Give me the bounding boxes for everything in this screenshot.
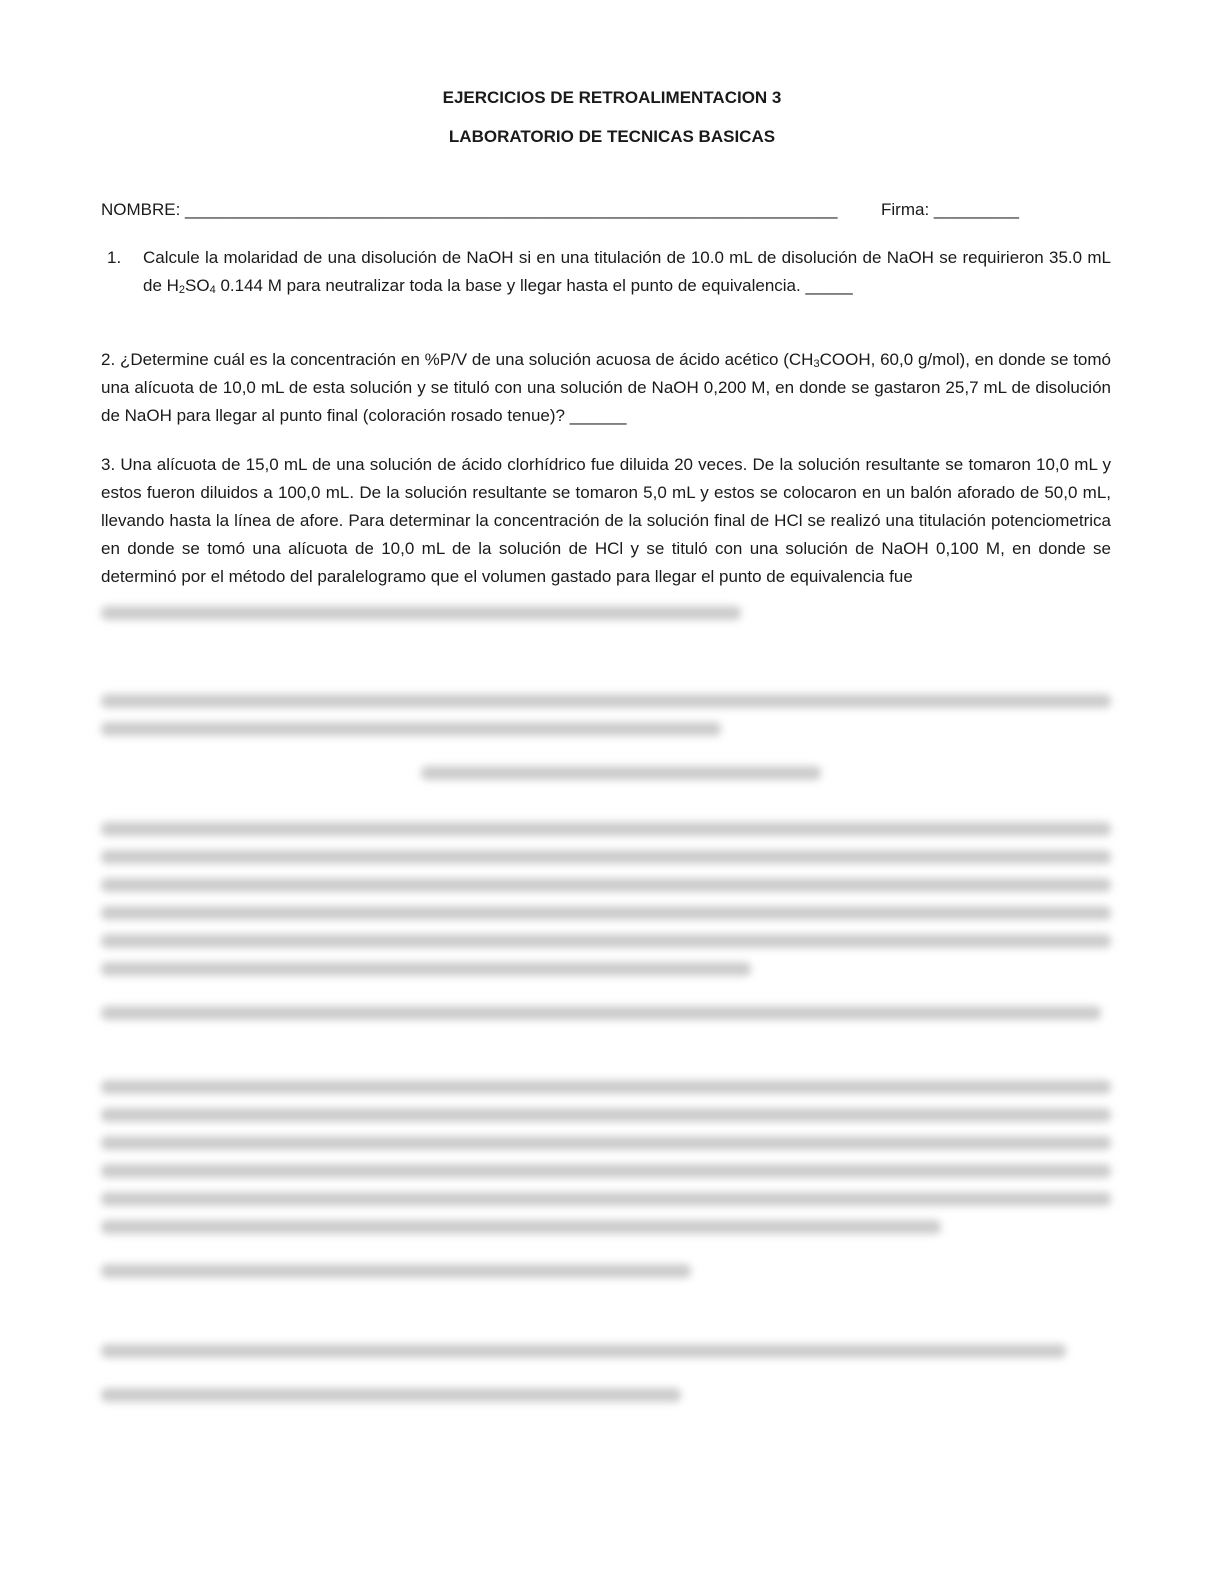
question-2 <box>101 346 1111 430</box>
question-1-sub-b: 4 <box>209 284 216 296</box>
blurred-line <box>101 694 1111 708</box>
course-title: LABORATORIO DE TECNICAS BASICAS <box>448 127 776 146</box>
nombre-field[interactable]: NOMBRE: _____________________________________________________________________ <box>101 200 838 219</box>
blurred-answer-line <box>101 1006 1101 1020</box>
question-1-text-c: 0.144 M para neutralizar toda la base y llegar hasta el punto de equivalencia. _____ <box>215 276 853 295</box>
blurred-line <box>101 722 721 736</box>
blurred-line <box>101 1344 1066 1358</box>
student-info-row <box>101 200 1111 224</box>
blurred-line <box>101 906 1111 920</box>
blurred-region-q7 <box>101 1330 1116 1416</box>
question-2-text-b: COOH, 60,0 g/mol), en donde se tomó una alícuota de 10,0 mL de esta solución y se tituló con una solución de NaOH 0,200 M, en donde se gastaron 25,7 mL de disolución de NaOH para llegar al punto final (coloración rosado tenue)? ______ <box>101 350 1111 425</box>
firma-field[interactable]: Firma: _________ <box>881 200 1019 219</box>
blurred-line <box>101 1164 1111 1178</box>
blurred-equation <box>421 766 821 780</box>
blurred-line <box>101 962 751 976</box>
question-3-text: 3. Una alícuota de 15,0 mL de una solución de ácido clorhídrico fue diluida 20 veces. De la solución resultante se tomaron 10,0 mL y estos fueron diluidos a 100,0 mL. De la solución resultante se tomaron 5,0 mL y estos se colocaron en un balón aforado de 50,0 mL, llevando hasta la línea de afore. Para determinar la concentración de la solución final de HCl se realizó una titulación potenciometrica en donde se tomó una alícuota de 10,0 mL de la solución de HCl y se tituló con una solución de NaOH 0,100 M, en donde se determinó por el método del paralelogramo que el volumen gastado para llegar el punto de equivalencia fue <box>101 455 1111 586</box>
worksheet-title: EJERCICIOS DE RETROALIMENTACION 3 <box>442 88 782 107</box>
question-1 <box>101 244 1111 300</box>
question-1-sub-a: 2 <box>178 284 186 296</box>
blurred-equation <box>101 1388 681 1402</box>
blurred-line <box>101 822 1111 836</box>
blurred-line <box>101 606 741 620</box>
question-1-text-b: SO <box>185 276 210 295</box>
blurred-line <box>101 1220 941 1234</box>
blurred-region-q5 <box>101 808 1116 1034</box>
question-2-text-a: 2. ¿Determine cuál es la concentración en %P/V de una solución acuosa de ácido acético (CH <box>101 350 814 369</box>
blurred-line <box>101 1108 1111 1122</box>
blurred-region-q4 <box>101 680 1116 794</box>
blurred-line <box>101 1192 1111 1206</box>
question-3 <box>101 451 1111 591</box>
blurred-line <box>101 1136 1111 1150</box>
blurred-line <box>101 934 1111 948</box>
question-1-number: 1. <box>107 248 122 267</box>
blurred-answer-line <box>101 1264 691 1278</box>
question-2-sub-a: 3 <box>813 358 820 370</box>
blurred-line <box>101 1080 1111 1094</box>
blurred-region-q6 <box>101 1066 1116 1292</box>
blurred-line <box>101 878 1111 892</box>
blurred-region-q3-end <box>101 592 1116 634</box>
question-1-text-a: Calcule la molaridad de una disolución de NaOH si en una titulación de 10.0 mL de disolución de NaOH se requirieron 35.0 mL de H <box>143 248 1111 295</box>
blurred-line <box>101 850 1111 864</box>
